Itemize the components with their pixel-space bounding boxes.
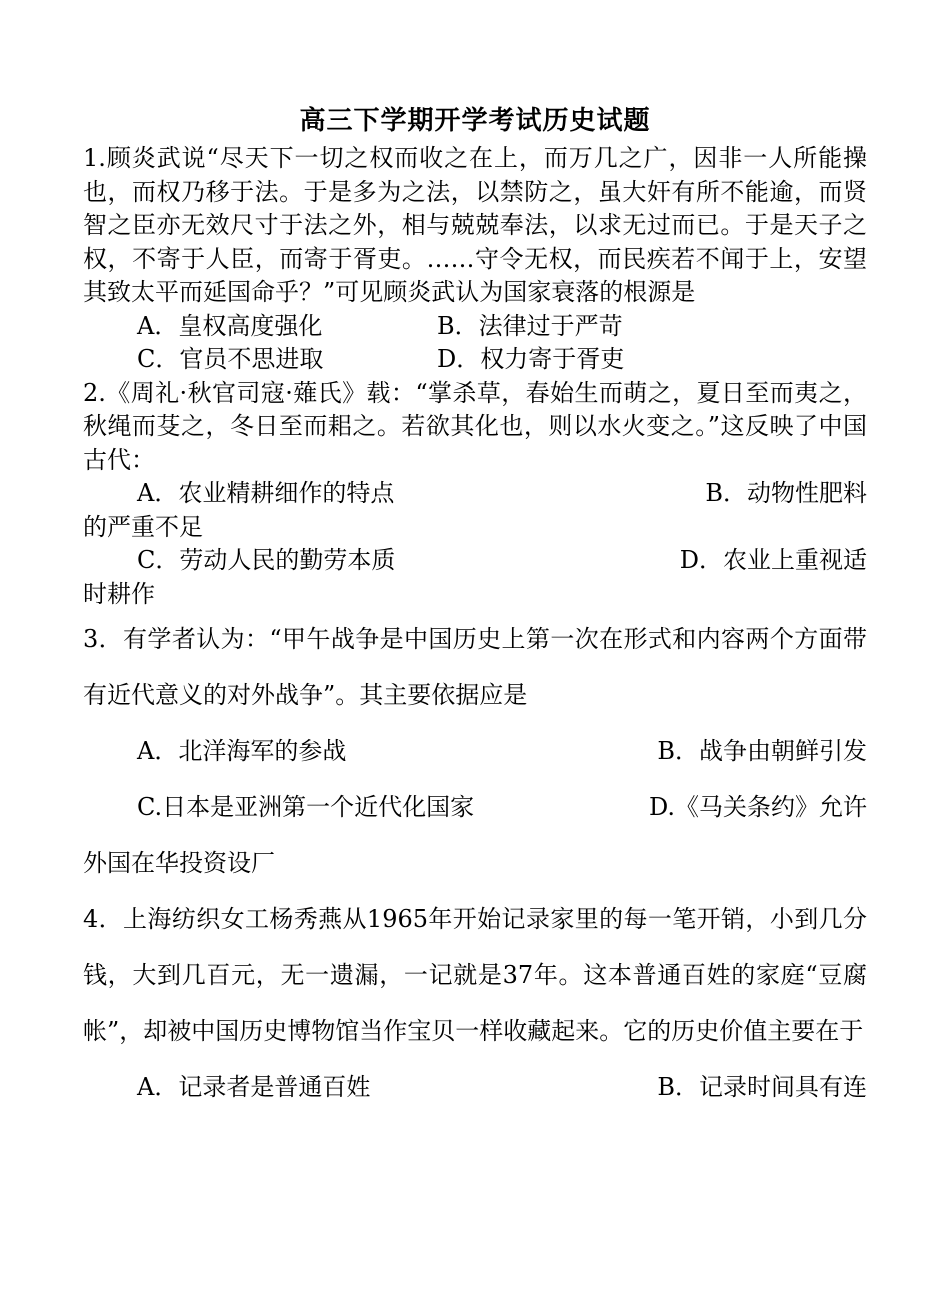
- question-3-options-row-2: [83, 779, 867, 835]
- page-title: 高三下学期开学考试历史试题: [299, 106, 651, 136]
- question-3-option-a: A．北洋海军的参战: [137, 737, 347, 765]
- question-2-option-a: A．农业精耕细作的特点: [137, 479, 395, 507]
- question-2-options-row-2: [83, 544, 867, 578]
- question-4-option-a: A．记录者是普通百姓: [137, 1073, 371, 1101]
- question-4: [83, 891, 867, 1115]
- question-2-option-d: D．农业上重视适: [679, 546, 867, 574]
- question-3-option-b: B．战争由朝鲜引发: [657, 737, 867, 765]
- question-1-options-row-2: [83, 343, 867, 377]
- question-1-option-d: D．权力寄于胥吏: [437, 345, 625, 373]
- question-1-stem: 1.顾炎武说“尽天下一切之权而收之在上，而万几之广，因非一人所能操也，而权乃移于法。于是多为之法，以禁防之，虽大奸有所不能逾，而贤智之臣亦无效尺寸于法之外，相与兢兢奉法，以求无过而已。于是天子之权，不寄于人臣，而寄于胥吏。……守令无权，而民疾若不闻于上，安望其致太平而延国命乎？”可见顾炎武认为国家衰落的根源是: [83, 144, 867, 306]
- question-3: [83, 611, 867, 891]
- question-1: [83, 142, 867, 377]
- question-2-stem: 2.《周礼·秋官司寇·薙氏》载：“掌杀草，春始生而萌之，夏日至而夷之，秋绳而芟之，冬日至而耜之。若欲其化也，则以水火变之。”这反映了中国古代：: [83, 378, 867, 474]
- question-1-option-c: C．官员不思进取: [137, 345, 324, 373]
- question-4-options-row-1: [83, 1059, 867, 1115]
- question-4-option-b: B．记录时间具有连: [657, 1073, 867, 1101]
- loose-section: [83, 611, 867, 1115]
- question-3-option-d: D.《马关条约》允许: [648, 793, 867, 821]
- question-4-stem: 4．上海纺织女工杨秀燕从1965年开始记录家里的每一笔开销，小到几分钱，大到几百元，无一遗漏，一记就是37年。这本普通百姓的家庭“豆腐帐”，却被中国历史博物馆当作宝贝一样收藏起来。它的历史价值主要在于: [83, 905, 867, 1045]
- question-1-option-a: A．皇权高度强化: [137, 311, 323, 340]
- question-3-stem: 3．有学者认为：“甲午战争是中国历史上第一次在形式和内容两个方面带有近代意义的对外战争”。其主要依据应是: [83, 625, 867, 709]
- question-2: [83, 377, 867, 612]
- question-1-options-row-1: [83, 310, 867, 344]
- question-2-option-b: B．动物性肥料: [705, 479, 867, 507]
- question-2-option-c: C．劳动人民的勤劳本质: [137, 546, 396, 574]
- question-3-option-d-continued: 外国在华投资设厂: [83, 849, 275, 877]
- question-3-options-row-1: [83, 723, 867, 779]
- question-2-option-d-continued: 时耕作: [83, 579, 155, 608]
- question-1-option-b: B．法律过于严苛: [437, 311, 623, 340]
- exam-page: [83, 100, 867, 1115]
- question-3-option-c: C.日本是亚洲第一个近代化国家: [137, 793, 475, 821]
- question-2-options-row-1: [83, 477, 867, 511]
- question-2-option-b-continued: 的严重不足: [83, 512, 203, 541]
